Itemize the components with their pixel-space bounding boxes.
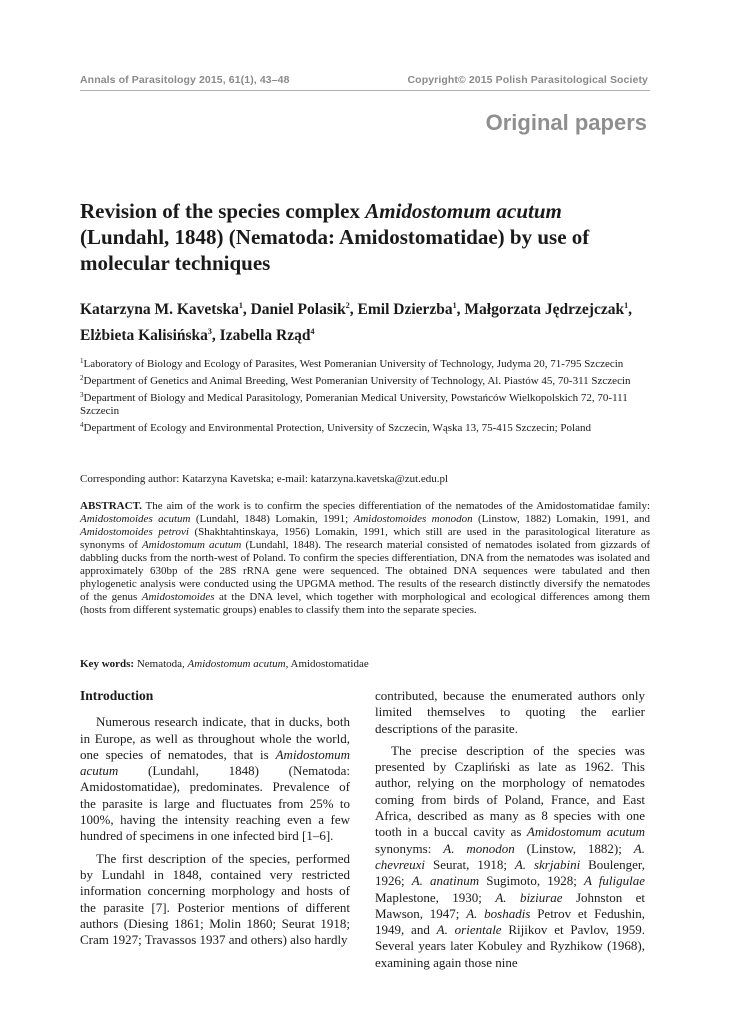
affiliation [80, 419, 650, 435]
paragraph-text: Petrov et Fedushin, 1949, and [375, 905, 645, 938]
keywords-species: Amidostomum acutum [187, 658, 286, 670]
author-list: Katarzyna M. Kavetska$^1$, Daniel Polasik$^2$, Emil Dzierzba$^1$, Małgorzata Jędrzejczak$^1$, Elżbieta Kalisińska$^3$, Izabella Rząd$^4$ [80, 301, 632, 344]
body-column-left [80, 688, 350, 954]
keywords-text: Nematoda, [134, 658, 188, 670]
title-species: Amidostomum acutum [365, 199, 562, 223]
paper-title [80, 198, 650, 276]
author-affil-ref: 3 [207, 327, 212, 336]
header-divider [80, 90, 650, 91]
body-paragraph: contributed, because the enumerated authors only limited themselves to quoting the earlier descriptions of the parasite. [375, 688, 645, 736]
species-name: A. boshadis [466, 905, 531, 921]
species-name: A. skrjabini [514, 856, 581, 872]
species-name: A. monodon [443, 840, 515, 856]
keywords-label: Key words: [80, 658, 135, 670]
abstract-species: Amidostomoides acutum [80, 513, 191, 525]
species-name: A. orientale [436, 922, 502, 938]
paragraph-text: Maplestone, 1930; [375, 889, 496, 905]
paragraph-text: Sugimoto, 1928; [479, 873, 584, 889]
abstract-text: The aim of the work is to confirm the species differentiation of the nematodes of the Amidostomatidae family: [141, 500, 650, 512]
paragraph-text: The precise description of the species was presented by Czapliński as late as 1962. This author, relying on the morphology of nematodes coming from birds of Poland, France, and East Africa, described as many as 8 species with one tooth in a buccal cavity as [375, 742, 645, 840]
affiliation-text: Department of Ecology and Environmental Protection, University of Szczecin, Wąska 13, 75-415 Szczecin; Poland [83, 422, 591, 434]
paragraph-text: (Lundahl, 1848) (Nematoda: Amidostomatidae), predominates. Prevalence of the parasite is large and fluctuates from 25% to 100%, having the intensity reaching even a few hundred of specimens in one infected bird [1–6]. [80, 763, 350, 844]
keywords [80, 658, 650, 670]
abstract-text: (Linstow, 1882) Lomakin, 1991, and [472, 513, 651, 525]
paragraph-text: Rijikov et Pavlov, 1959. Several years later Kobuley and Ryzhikow (1968), examining again those nine [375, 922, 645, 970]
affiliation-number: 3 [80, 391, 84, 399]
paragraph-text: synonyms: [375, 840, 444, 856]
abstract-text: (Lundahl, 1848). The research material consisted of nematodes isolated from gizzards of dabbling ducks from the north-west of Poland. To confirm the species differentiation, DNA from the nematodes was isolated and approximately 630bp of the 28S rRNA gene were sequenced. The obtained DNA sequences were tabulated and then phylogenetic analysis were conducted using the UPGMA method. The results of the research distinctly diversify the nematodes of the genus [80, 539, 651, 603]
section-heading: Introduction [80, 688, 154, 703]
affiliations [80, 355, 650, 436]
species-name: A fuligulae [583, 873, 645, 889]
paragraph-text: Numerous research indicate, that in ducks, both in Europe, as well as throughout whole the world, one species of nematodes, that is [80, 714, 350, 762]
affiliation-number: 2 [80, 374, 84, 382]
paragraph-text: (Linstow, 1882); [514, 840, 634, 856]
body-paragraph [375, 743, 645, 971]
author-affil-ref: 1 [452, 301, 457, 310]
species-name: Amidostomum acutum [526, 824, 645, 840]
species-name: Amidostomum acutum [80, 746, 350, 779]
author-name: Katarzyna M. Kavetska [80, 301, 239, 318]
affiliation-number: 1 [80, 357, 84, 365]
abstract-text: (Lundahl, 1848) Lomakin, 1991; [190, 513, 354, 525]
body-paragraph: The first description of the species, performed by Lundahl in 1848, contained very restricted information concerning morphology and hosts of the parasite [7]. Posterior mentions of different authors (Diesing 1861; Molin 1860; Seurat 1918; Cram 1927; Travassos 1937 and others) also hardly [80, 850, 350, 948]
affiliation [80, 355, 650, 371]
corresponding-author: Corresponding author: Katarzyna Kavetska; e-mail: katarzyna.kavetska@zut.edu.pl [80, 473, 449, 485]
body-column-right [375, 688, 645, 977]
species-name: A. anatinum [411, 873, 480, 889]
species-name: A. biziurae [495, 889, 563, 905]
author-name: Elżbieta Kalisińska [80, 327, 208, 344]
author-name: Emil Dzierzba [357, 301, 453, 318]
abstract-species: Amidostomoides [141, 591, 215, 603]
journal-citation: Annals of Parasitology 2015, 61(1), 43–48 [80, 74, 290, 86]
abstract-species: Amidostomum acutum [141, 539, 242, 551]
species-name: A. chevreuxi [375, 840, 645, 872]
keywords-text: , Amidostomatidae [285, 658, 369, 670]
abstract-species: Amidostomoides monodon [353, 513, 473, 525]
abstract-text: (Shakhtahtinskaya, 1956) Lomakin, 1991, which still are used in the parasitological literature as synonyms of [80, 526, 651, 551]
abstract-text: at the DNA level, which together with morphological and ecological differences among them (hosts from different systematic groups) enables to classify them into the separate species. [80, 591, 651, 616]
author-name: Małgorzata Jędrzejczak [464, 301, 625, 318]
affiliation-number: 4 [80, 421, 84, 429]
author-affil-ref: 4 [310, 327, 315, 336]
abstract-species: Amidostomoides petrovi [80, 526, 189, 538]
title-text-rest: (Lundahl, 1848) (Nematoda: Amidostomatidae) by use of molecular techniques [80, 225, 590, 275]
affiliation [80, 389, 650, 418]
paragraph-text: Boulenger, 1926; [375, 856, 645, 889]
affiliation [80, 372, 650, 388]
affiliation-text: Department of Biology and Medical Parasitology, Pomeranian Medical University, Powstańców Wielkopolskich 72, 70-111 Szczecin [80, 392, 628, 417]
author-affil-ref: 1 [624, 301, 629, 310]
paragraph-text: Johnston et Mawson, 1947; [375, 889, 645, 921]
abstract-label: ABSTRACT. [80, 500, 142, 512]
title-text: Revision of the species complex [80, 199, 366, 223]
affiliation-text: Department of Genetics and Animal Breeding, West Pomeranian University of Technology, Al. Piastów 45, 70-311 Szczecin [83, 375, 631, 387]
affiliation-text: Laboratory of Biology and Ecology of Parasites, West Pomeranian University of Technology, Judyma 20, 71-795 Szczecin [83, 358, 624, 370]
paragraph-text: Seurat, 1918; [425, 856, 515, 872]
author-name: Daniel Polasik [250, 301, 346, 318]
author-affil-ref: 1 [238, 301, 243, 310]
body-paragraph [80, 714, 350, 844]
abstract [80, 500, 650, 617]
copyright-notice: Copyright© 2015 Polish Parasitological Society [407, 74, 648, 86]
section-label: Original papers [485, 110, 647, 135]
author-name: Izabella Rząd [219, 327, 311, 344]
author-affil-ref: 2 [345, 301, 350, 310]
